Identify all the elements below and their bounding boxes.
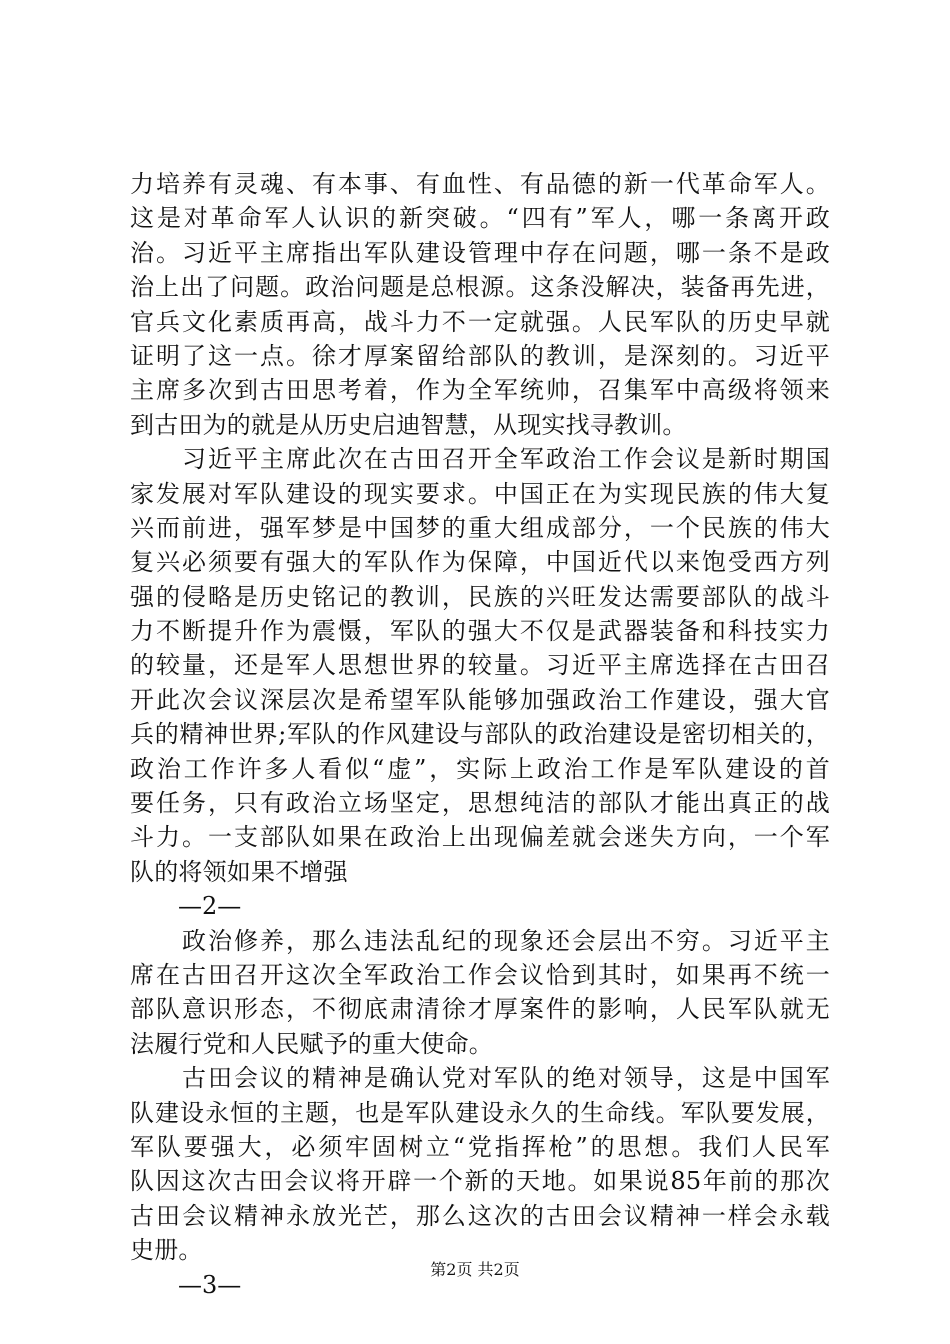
text-line: 治。习近平主席指出军队建设管理中存在问题，哪一条不是政 (130, 238, 830, 267)
page-number-marker: —3— (178, 1270, 242, 1299)
text-line: 习近平主席此次在古田召开全军政治工作会议是新时期国 (130, 445, 830, 474)
text-line: 政治修养，那么违法乱纪的现象还会层出不穷。习近平主 (130, 926, 830, 955)
page-footer: 第2页 共2页 (430, 1260, 520, 1279)
text-line: 斗力。一支部队如果在政治上出现偏差就会迷失方向，一个军 (130, 823, 830, 852)
text-line: 政治工作许多人看似“虚”，实际上政治工作是军队建设的首 (130, 754, 830, 783)
text-line: 部队意识形态，不彻底肃清徐才厚案件的影响，人民军队就无 (130, 995, 830, 1024)
text-line: 古田会议精神永放光芒，那么这次的古田会议精神一样会永载 (130, 1201, 830, 1230)
text-line: 证明了这一点。徐才厚案留给部队的教训，是深刻的。习近平 (130, 341, 830, 370)
text-line: 古田会议的精神是确认党对军队的绝对领导，这是中国军 (130, 1064, 830, 1093)
text-line: 军队要强大，必须牢固树立“党指挥枪”的思想。我们人民军 (130, 1132, 830, 1161)
text-line: 队建设永恒的主题，也是军队建设永久的生命线。军队要发展， (130, 1098, 830, 1127)
text-line: 家发展对军队建设的现实要求。中国正在为实现民族的伟大复 (130, 479, 830, 508)
text-line: 官兵文化素质再高，战斗力不一定就强。人民军队的历史早就 (130, 307, 830, 336)
text-line: 史册。 (130, 1236, 203, 1265)
page-number-marker: —2— (178, 892, 242, 921)
text-line: 这是对革命军人认识的新突破。“四有”军人，哪一条离开政 (130, 204, 830, 233)
text-line: 强的侵略是历史铭记的教训，民族的兴旺发达需要部队的战斗 (130, 582, 830, 611)
text-line: 力培养有灵魂、有本事、有血性、有品德的新一代革命军人。 (130, 170, 830, 198)
text-line: 开此次会议深层次是希望军队能够加强政治工作建设，强大官 (130, 685, 830, 714)
text-line: 队的将领如果不增强 (130, 857, 348, 886)
text-line: 复兴必须要有强大的军队作为保障，中国近代以来饱受西方列 (130, 548, 830, 577)
text-line: 到古田为的就是从历史启迪智慧，从现实找寻教训。 (130, 410, 687, 439)
text-line: 的较量，还是军人思想世界的较量。习近平主席选择在古田召 (130, 651, 830, 680)
text-line: 队因这次古田会议将开辟一个新的天地。如果说85年前的那次 (130, 1167, 830, 1196)
text-line: 力不断提升作为震慑，军队的强大不仅是武器装备和科技实力 (130, 617, 830, 646)
text-line: 要任务，只有政治立场坚定，思想纯洁的部队才能出真正的战 (130, 789, 830, 818)
text-line: 席在古田召开这次全军政治工作会议恰到其时，如果再不统一 (130, 960, 830, 989)
text-line: 治上出了问题。政治问题是总根源。这条没解决，装备再先进， (130, 273, 830, 302)
text-line: 法履行党和人民赋予的重大使命。 (130, 1029, 493, 1058)
text-line: 兵的精神世界;军队的作风建设与部队的政治建设是密切相关的， (130, 720, 830, 749)
text-line: 主席多次到古田思考着，作为全军统帅，召集军中高级将领来 (130, 376, 830, 405)
text-line: 兴而前进，强军梦是中国梦的重大组成部分，一个民族的伟大 (130, 513, 830, 542)
document-body (130, 167, 830, 1302)
